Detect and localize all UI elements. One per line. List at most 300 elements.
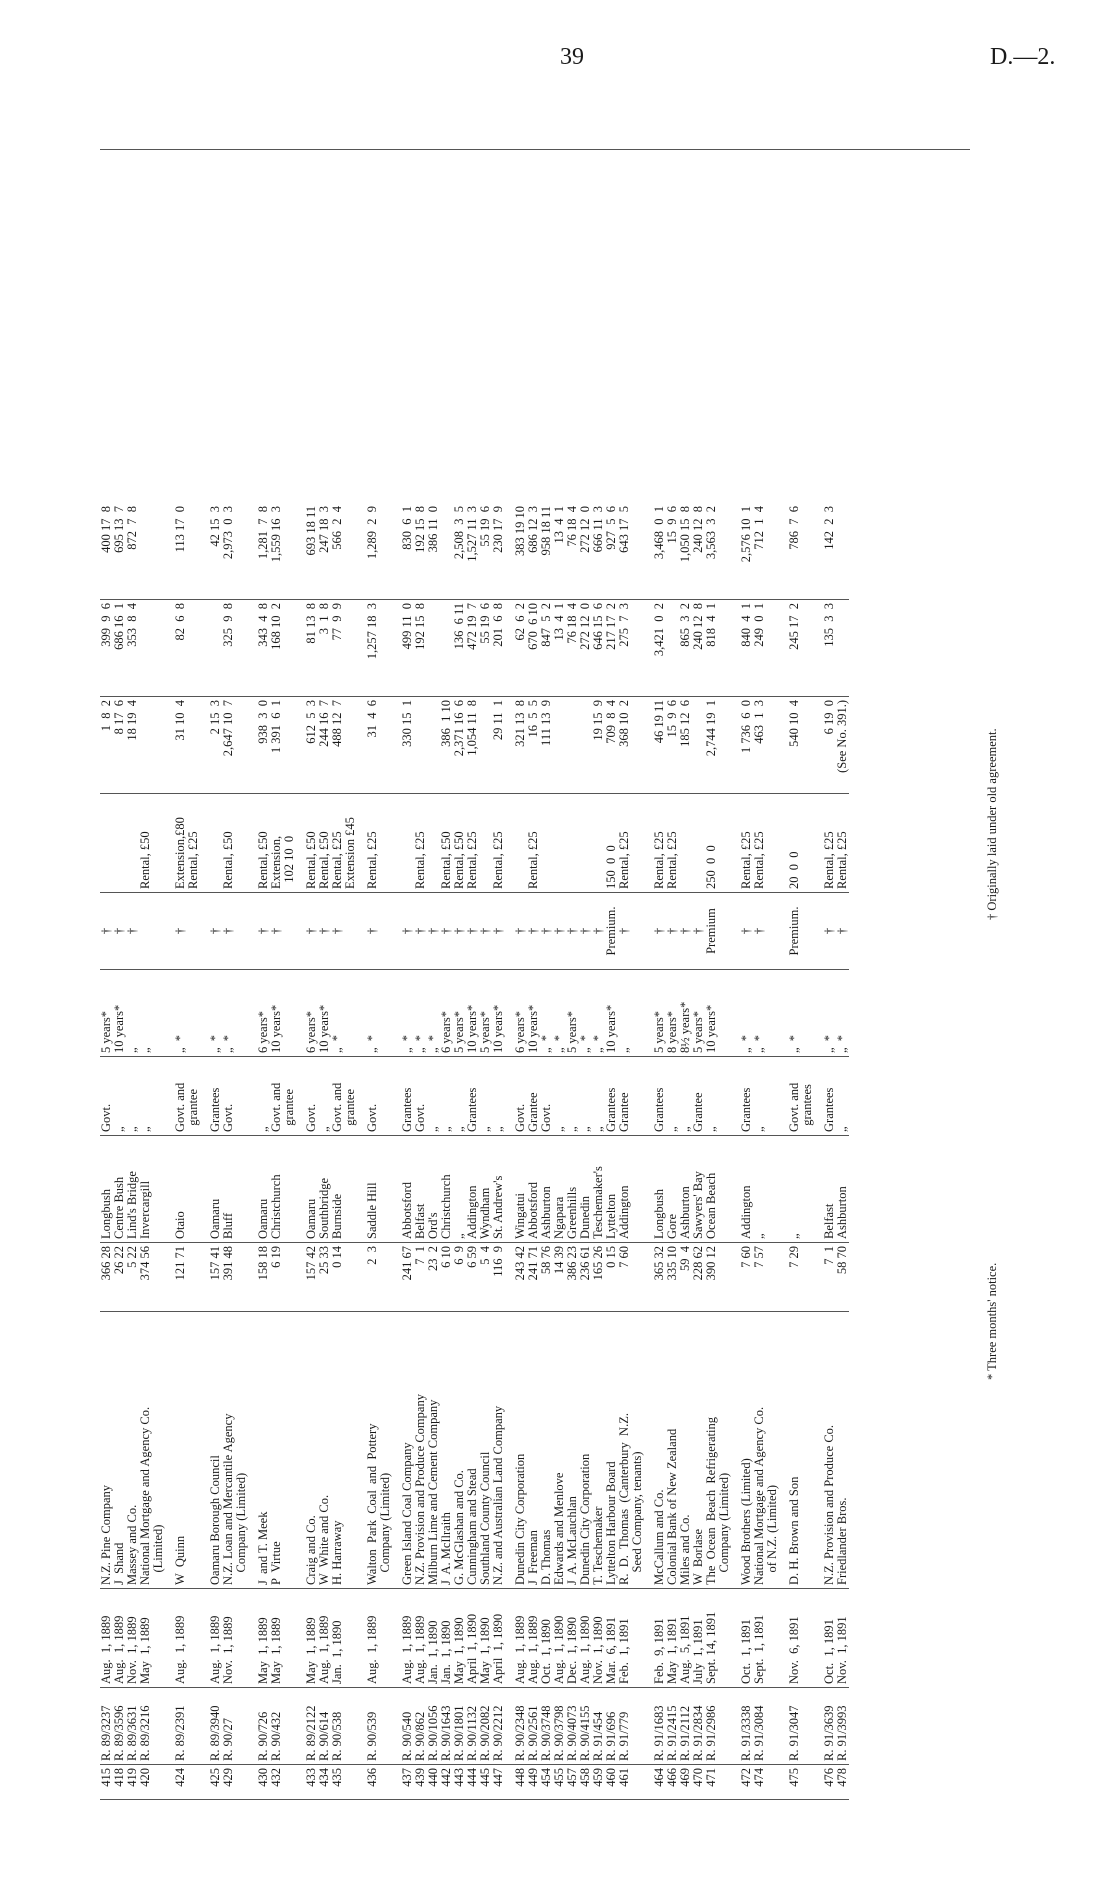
locality: Oamaru [200,1136,222,1243]
locality: Longbush [100,1136,113,1243]
locality: Ashburton [836,1136,849,1243]
amount-siding [801,600,814,697]
distance [766,1243,779,1312]
table-row [814,503,836,1800]
term: 5 years* [566,970,579,1057]
locality: Bluff [222,1136,235,1243]
amount-siding: 62 6 2 [505,600,527,697]
siding-number: 475 [779,1765,801,1800]
table-row [296,503,318,1800]
amount-total: 113 17 0 [165,503,187,600]
amount-total: 383 19 10 [505,503,527,600]
amount-siding: 646 15 6 [592,600,605,697]
term [766,970,779,1057]
agreement-date [344,1589,357,1688]
locality: Lyttelton [605,1136,618,1243]
locality: Christchurch [270,1136,283,1243]
table-row [605,503,618,1800]
table-row [357,503,379,1800]
constructed-by: Grantee [618,1057,631,1136]
payment [540,794,553,893]
register-ref: R. 90/726 [248,1688,270,1765]
agreement-date: Nov. 1, 1891 [836,1589,849,1688]
locality: Greenhills [566,1136,579,1243]
register-ref: R. 91/1683 [644,1688,666,1765]
amount-siding: 818 4 1 [705,600,718,697]
agreement-date: Nov. 1, 1889 [222,1589,235,1688]
table-row [579,503,592,1800]
payment [631,794,644,893]
right-rule [100,149,970,150]
term: 10 years* [705,970,718,1057]
distance: 6 19 [270,1243,283,1312]
condition-mark [344,893,357,970]
agreement-date [718,1589,731,1688]
siding-number [152,1765,165,1800]
amount-total: 693 18 11 [296,503,318,600]
agreement-date: Mar. 6, 1891 [605,1589,618,1688]
locality [766,1136,779,1243]
agreement-date: Aug. 1, 1889 [505,1589,527,1688]
table-row [466,503,479,1800]
siding-number: 461 [618,1765,631,1800]
condition-mark: † [618,893,631,970]
amount-railway: 1 8 2 [100,697,113,794]
locality: Abbotsford [392,1136,414,1243]
amount-siding: 245 17 2 [779,600,801,697]
payment: Extension £45 [344,794,357,893]
agreement-date: Aug. 1, 1889 [200,1589,222,1688]
siding-number: 424 [165,1765,187,1800]
distance: 5 4 [479,1243,492,1312]
table-row [692,503,705,1800]
siding-number: 464 [644,1765,666,1800]
siding-number: 471 [705,1765,718,1800]
locality [344,1136,357,1243]
constructed-by: grantee [283,1057,296,1136]
party-name: G. McGlashan and Co. [453,1312,466,1589]
siding-number: 434 [318,1765,331,1800]
amount-siding: 325 9 8 [222,600,235,697]
table-row [540,503,553,1800]
locality: Addington [731,1136,753,1243]
siding-number: 478 [836,1765,849,1800]
party-name: Oamaru Borough Council [200,1312,222,1589]
amount-total: 643 17 5 [618,503,631,600]
table-row [592,503,605,1800]
register-ref: R. 90/27 [222,1688,235,1765]
payment: 150 0 0 [605,794,618,893]
amount-siding: 192 15 8 [414,600,427,697]
distance [152,1243,165,1312]
amount-total: 272 12 0 [579,503,592,600]
constructed-by: Govt. and [270,1057,283,1136]
amount-siding [235,600,248,697]
register-ref: R. 90/4155 [579,1688,592,1765]
condition-mark: Premium. [605,893,618,970]
term: 10 years* [527,970,540,1057]
register-ref: R. 90/538 [331,1688,344,1765]
constructed-by: Govt. [296,1057,318,1136]
amount-siding: 136 6 11 [453,600,466,697]
register-ref: R. 90/540 [392,1688,414,1765]
siding-number: 472 [731,1765,753,1800]
distance: 59 4 [679,1243,692,1312]
amount-total: 230 17 9 [492,503,505,600]
amount-total [187,503,200,600]
locality [235,1136,248,1243]
party-name: D. Thomas [540,1312,553,1589]
amount-railway: 46 19 11 [644,697,666,794]
locality [283,1136,296,1243]
locality: Sawyers' Bay [692,1136,705,1243]
party-name: Green Island Coal Company [392,1312,414,1589]
table-row [414,503,427,1800]
locality: Burnside [331,1136,344,1243]
siding-number: 437 [392,1765,414,1800]
condition-mark: † [492,893,505,970]
term: 10 years* [605,970,618,1057]
register-ref: R. 89/3596 [113,1688,126,1765]
payment: Rental, £25 [836,794,849,893]
register-ref: R. 91/3338 [731,1688,753,1765]
condition-mark [235,893,248,970]
register-ref: R. 90/1643 [440,1688,453,1765]
distance: 158 18 [248,1243,270,1312]
party-name [344,1312,357,1589]
siding-number: 430 [248,1765,270,1800]
distance: 6 9 [453,1243,466,1312]
term: „ * [165,970,187,1057]
constructed-by: „ [666,1057,679,1136]
party-name: McCallum and Co. [644,1312,666,1589]
amount-siding: 272 12 0 [579,600,592,697]
register-ref: R. 89/3631 [126,1688,139,1765]
register-ref: R. 90/1056 [427,1688,440,1765]
constructed-by: grantee [344,1057,357,1136]
payment: Rental, £25 [753,794,766,893]
register-ref: R. 90/4073 [566,1688,579,1765]
agreement-date: Feb. 9, 1891 [644,1589,666,1688]
payment [379,794,392,893]
siding-number [631,1765,644,1800]
table-row [718,503,731,1800]
condition-mark: † [692,893,705,970]
agreement-date: Aug. 1, 1889 [165,1589,187,1688]
party-name: Dunedin City Corporation [579,1312,592,1589]
party-name: Lyttelton Harbour Board [605,1312,618,1589]
payment: Rental, £50 [248,794,270,893]
amount-siding: 472 19 7 [466,600,479,697]
condition-mark: † [248,893,270,970]
table-row [152,503,165,1800]
register-ref: R. 91/2415 [666,1688,679,1765]
register-ref: R. 91/3993 [836,1688,849,1765]
agreement-date [235,1589,248,1688]
siding-number [344,1765,357,1800]
agreement-date: Jan. 1, 1890 [440,1589,453,1688]
agreement-date: Aug. 1, 1890 [553,1589,566,1688]
constructed-by: „ [440,1057,453,1136]
agreement-date: Feb. 1, 1891 [618,1589,631,1688]
constructed-by: Grantees [731,1057,753,1136]
agreement-date: Aug. 1, 1889 [357,1589,379,1688]
amount-total: 1,289 2 9 [357,503,379,600]
term: „ * [200,970,222,1057]
amount-siding: 135 3 3 [814,600,836,697]
amount-total [283,503,296,600]
locality: „ [753,1136,766,1243]
amount-siding: 217 17 2 [605,600,618,697]
table-row [126,503,139,1800]
siding-number [801,1765,814,1800]
party-name [187,1312,200,1589]
sidings-table [100,503,849,1800]
table-row [644,503,666,1800]
table-row [331,503,344,1800]
agreement-date: Oct. 1, 1891 [814,1589,836,1688]
condition-mark: † [666,893,679,970]
condition-mark: † [270,893,283,970]
table-row [113,503,126,1800]
condition-mark: † [165,893,187,970]
register-ref: R. 89/2391 [165,1688,187,1765]
amount-siding: 3 1 8 [318,600,331,697]
payment [766,794,779,893]
siding-number: 458 [579,1765,592,1800]
term [152,970,165,1057]
amount-railway: 1,054 11 8 [466,697,479,794]
footnote-three-months: * Three months' notice. [985,1262,999,1380]
amount-railway [801,697,814,794]
locality: Christchurch [440,1136,453,1243]
siding-number: 470 [692,1765,705,1800]
amount-siding: 275 7 3 [618,600,631,697]
distance: 0 15 [605,1243,618,1312]
condition-mark: † [579,893,592,970]
term: 10 years* [492,970,505,1057]
siding-number: 459 [592,1765,605,1800]
term: „ * [779,970,801,1057]
condition-mark [631,893,644,970]
amount-total: 1,559 16 3 [270,503,283,600]
payment: Extension, [270,794,283,893]
agreement-date: May 1, 1890 [453,1589,466,1688]
condition-mark: † [527,893,540,970]
term: „ * [414,970,427,1057]
amount-railway: 15 9 6 [666,697,679,794]
condition-mark [718,893,731,970]
term: „ * [392,970,414,1057]
constructed-by: „ [492,1057,505,1136]
constructed-by: Govt. [505,1057,527,1136]
register-ref: R. 91/3084 [753,1688,766,1765]
term: „ * [836,970,849,1057]
locality: Oamaru [248,1136,270,1243]
table-row [631,503,644,1800]
amount-siding [766,600,779,697]
distance: 228 62 [692,1243,705,1312]
distance: 236 61 [579,1243,592,1312]
payment [718,794,731,893]
distance: 241 67 [392,1243,414,1312]
amount-total: 3,468 0 1 [644,503,666,600]
term [631,970,644,1057]
distance: 7 60 [731,1243,753,1312]
distance [283,1243,296,1312]
term [344,970,357,1057]
party-name: N.Z. and Australian Land Company [492,1312,505,1589]
siding-number: 454 [540,1765,553,1800]
distance: 365 32 [644,1243,666,1312]
condition-mark: † [679,893,692,970]
register-ref: R. 89/3216 [139,1688,152,1765]
agreement-date: Aug. 1, 1889 [392,1589,414,1688]
condition-mark: Premium [705,893,718,970]
distance: 165 26 [592,1243,605,1312]
constructed-by: „ [248,1057,270,1136]
constructed-by: „ [553,1057,566,1136]
agreement-date [766,1589,779,1688]
siding-number: 448 [505,1765,527,1800]
term [283,970,296,1057]
siding-number: 442 [440,1765,453,1800]
term: 10 years* [466,970,479,1057]
register-ref: R. 90/3798 [553,1688,566,1765]
register-ref: R. 91/696 [605,1688,618,1765]
constructed-by: „ [318,1057,331,1136]
agreement-date: May 1, 1889 [296,1589,318,1688]
distance: 157 41 [200,1243,222,1312]
distance: 243 42 [505,1243,527,1312]
register-ref: R. 91/454 [592,1688,605,1765]
locality: Dunedin [579,1136,592,1243]
term: „ * [753,970,766,1057]
register-ref: R. 90/3748 [540,1688,553,1765]
agreement-date: Nov. 6, 1891 [779,1589,801,1688]
footnote-old-agreement: † Originally laid under old agreement. [985,728,999,920]
condition-mark: † [414,893,427,970]
constructed-by: „ [566,1057,579,1136]
payment [100,794,113,893]
register-ref: R. 91/2986 [705,1688,718,1765]
party-name: Company (Limited) [718,1312,731,1589]
distance: 7 1 [814,1243,836,1312]
party-name: Colonial Bank of New Zealand [666,1312,679,1589]
constructed-by: „ [592,1057,605,1136]
term: „ * [222,970,235,1057]
amount-railway: 18 19 4 [126,697,139,794]
amount-railway [379,697,392,794]
register-ref: R. 90/1801 [453,1688,466,1765]
condition-mark: † [200,893,222,970]
register-ref: R. 90/862 [414,1688,427,1765]
amount-railway [566,697,579,794]
locality: Gore [666,1136,679,1243]
amount-total: 3,563 3 2 [705,503,718,600]
amount-total: 2,576 10 1 [731,503,753,600]
party-name: N.Z. Loan and Mercantile Agency [222,1312,235,1589]
amount-railway: 386 1 10 [440,697,453,794]
condition-mark: † [427,893,440,970]
register-ref: R. 91/2834 [692,1688,705,1765]
table-row [248,503,270,1800]
amount-railway: 31 10 4 [165,697,187,794]
amount-total [152,503,165,600]
siding-number: 420 [139,1765,152,1800]
table-row [440,503,453,1800]
amount-railway [553,697,566,794]
party-name: Seed Company, tenants) [631,1312,644,1589]
amount-railway: 244 16 7 [318,697,331,794]
term: „ [126,970,139,1057]
siding-number: 435 [331,1765,344,1800]
locality: Teschemaker's [592,1136,605,1243]
agreement-date [631,1589,644,1688]
payment: Rental, £25 [527,794,540,893]
locality: Oamaru [296,1136,318,1243]
register-ref [235,1688,248,1765]
agreement-date: Jan. 1, 1890 [427,1589,440,1688]
table-row [479,503,492,1800]
payment: Rental, £50 [318,794,331,893]
table-row [666,503,679,1800]
distance: 7 1 [414,1243,427,1312]
amount-siding: 249 0 1 [753,600,766,697]
siding-number: 444 [466,1765,479,1800]
agreement-date: Aug. 1, 1889 [113,1589,126,1688]
amount-siding: 3,421 0 2 [644,600,666,697]
constructed-by: „ [139,1057,152,1136]
locality: „ [453,1136,466,1243]
amount-siding: 840 4 1 [731,600,753,697]
table-row [187,503,200,1800]
amount-total [631,503,644,600]
condition-mark: † [222,893,235,970]
amount-total: 15 9 6 [666,503,679,600]
register-ref: R. 89/3237 [100,1688,113,1765]
table-row [566,503,579,1800]
register-ref [152,1688,165,1765]
amount-siding: 1,257 18 3 [357,600,379,697]
distance: 0 14 [331,1243,344,1312]
constructed-by: „ [836,1057,849,1136]
condition-mark [801,893,814,970]
party-name: N.Z. Pine Company [100,1312,113,1589]
constructed-by: „ [479,1057,492,1136]
locality: Lind's Bridge [126,1136,139,1243]
locality: Saddle Hill [357,1136,379,1243]
constructed-by: grantee [187,1057,200,1136]
party-name: The Ocean Beach Refrigerating [705,1312,718,1589]
condition-mark: † [553,893,566,970]
locality: „ [779,1136,801,1243]
term: „ * [592,970,605,1057]
payment: Rental, £25 [331,794,344,893]
amount-railway: 185 12 6 [679,697,692,794]
condition-mark [379,893,392,970]
amount-railway: 463 1 3 [753,697,766,794]
amount-total: 1,281 7 8 [248,503,270,600]
agreement-date: May 1, 1889 [248,1589,270,1688]
distance: 26 22 [113,1243,126,1312]
constructed-by: Govt. [222,1057,235,1136]
amount-siding [200,600,222,697]
payment [579,794,592,893]
party-name: Craig and Co. [296,1312,318,1589]
constructed-by: grantees [801,1057,814,1136]
siding-number: 445 [479,1765,492,1800]
